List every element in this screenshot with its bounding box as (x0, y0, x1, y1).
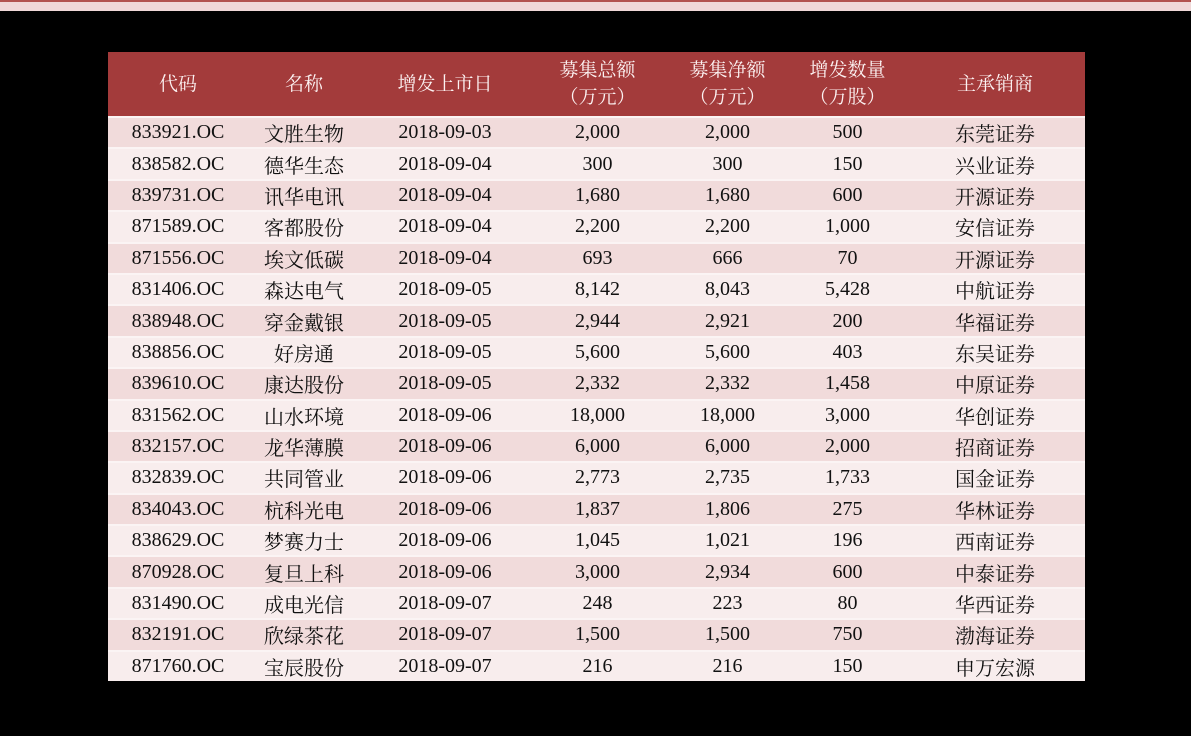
cell-total-raised: 18,000 (570, 403, 625, 426)
cell-code: 834043.OC (131, 497, 225, 520)
table-row (108, 179, 1085, 210)
cell-code: 831562.OC (131, 403, 225, 426)
cell-listing-date: 2018-09-06 (398, 435, 492, 458)
table-body (108, 116, 1085, 681)
cell-code: 831490.OC (131, 592, 225, 615)
cell-name: 杭科光电 (264, 500, 344, 523)
cell-net-raised: 1,021 (705, 529, 750, 552)
cell-name: 森达电气 (264, 281, 344, 304)
cell-total-raised: 2,332 (575, 372, 620, 395)
cell-lead-underwriter: 中原证券 (955, 375, 1035, 398)
column-header-label: 增发数量 (809, 60, 886, 81)
table-row (108, 524, 1085, 555)
cell-total-raised: 248 (582, 592, 613, 615)
cell-listing-date: 2018-09-04 (398, 183, 492, 206)
cell-total-raised: 1,500 (575, 623, 620, 646)
table-row (108, 336, 1085, 367)
cell-listing-date: 2018-09-05 (398, 278, 492, 301)
cell-lead-underwriter: 东莞证券 (955, 124, 1035, 147)
cell-issue-quantity: 150 (832, 152, 863, 175)
column-header-label: 名称 (284, 73, 323, 95)
cell-total-raised: 693 (582, 246, 613, 269)
table-row (108, 116, 1085, 147)
cell-lead-underwriter: 兴业证券 (955, 155, 1035, 178)
cell-lead-underwriter: 华西证券 (955, 595, 1035, 618)
cell-issue-quantity: 5,428 (825, 278, 870, 301)
cell-net-raised: 2,735 (705, 466, 750, 489)
cell-total-raised: 3,000 (575, 560, 620, 583)
cell-lead-underwriter: 中航证券 (955, 281, 1035, 304)
cell-name: 复旦上科 (264, 563, 344, 586)
cell-lead-underwriter: 安信证券 (955, 218, 1035, 241)
cell-net-raised: 2,000 (705, 121, 750, 144)
table-row (108, 242, 1085, 273)
cell-total-raised: 1,045 (575, 529, 620, 552)
cell-name: 山水环境 (264, 406, 344, 429)
cell-issue-quantity: 275 (832, 497, 863, 520)
cell-issue-quantity: 80 (837, 592, 858, 615)
cell-listing-date: 2018-09-06 (398, 403, 492, 426)
cell-listing-date: 2018-09-06 (398, 560, 492, 583)
cell-net-raised: 1,500 (705, 623, 750, 646)
cell-issue-quantity: 70 (837, 246, 858, 269)
cell-name: 龙华薄膜 (264, 438, 344, 461)
table-row (108, 555, 1085, 586)
cell-listing-date: 2018-09-04 (398, 246, 492, 269)
cell-total-raised: 1,837 (575, 497, 620, 520)
cell-net-raised: 2,200 (705, 215, 750, 238)
cell-name: 客都股份 (264, 218, 344, 241)
cell-listing-date: 2018-09-03 (398, 121, 492, 144)
cell-name: 梦赛力士 (264, 532, 344, 555)
column-header-unit: （万元） (559, 87, 636, 108)
cell-name: 共同管业 (264, 469, 344, 492)
column-header-name (248, 52, 360, 116)
cell-name: 讯华电讯 (264, 186, 344, 209)
cell-code: 871589.OC (131, 215, 225, 238)
cell-total-raised: 6,000 (575, 435, 620, 458)
cell-code: 831406.OC (131, 278, 225, 301)
cell-name: 康达股份 (264, 375, 344, 398)
table-row (108, 650, 1085, 681)
column-header-label: 代码 (158, 73, 197, 95)
cell-net-raised: 18,000 (700, 403, 755, 426)
cell-issue-quantity: 600 (832, 560, 863, 583)
table-row (108, 304, 1085, 335)
cell-issue-quantity: 600 (832, 183, 863, 206)
cell-issue-quantity: 150 (832, 654, 863, 677)
cell-issue-quantity: 2,000 (825, 435, 870, 458)
table-row (108, 210, 1085, 241)
cell-lead-underwriter: 华福证券 (955, 312, 1035, 335)
cell-issue-quantity: 1,458 (825, 372, 870, 395)
column-header-label: 募集总额 (559, 60, 636, 81)
cell-lead-underwriter: 华林证券 (955, 500, 1035, 523)
column-header-label: 增发上市日 (397, 73, 493, 95)
cell-code: 870928.OC (131, 560, 225, 583)
cell-code: 832157.OC (131, 435, 225, 458)
cell-lead-underwriter: 开源证券 (955, 186, 1035, 209)
column-header-total-raised (530, 52, 665, 116)
table-header-row (108, 52, 1085, 116)
column-header-issue-quantity (790, 52, 905, 116)
cell-name: 好房通 (274, 343, 334, 366)
cell-code: 832839.OC (131, 466, 225, 489)
cell-listing-date: 2018-09-05 (398, 309, 492, 332)
cell-issue-quantity: 1,733 (825, 466, 870, 489)
cell-issue-quantity: 196 (832, 529, 863, 552)
cell-listing-date: 2018-09-06 (398, 466, 492, 489)
cell-name: 埃文低碳 (264, 249, 344, 272)
cell-code: 833921.OC (131, 121, 225, 144)
cell-total-raised: 5,600 (575, 340, 620, 363)
cell-name: 成电光信 (264, 595, 344, 618)
cell-listing-date: 2018-09-06 (398, 497, 492, 520)
cell-total-raised: 216 (582, 654, 613, 677)
cell-lead-underwriter: 渤海证券 (955, 626, 1035, 649)
cell-net-raised: 1,680 (705, 183, 750, 206)
cell-net-raised: 666 (712, 246, 743, 269)
column-header-label: 募集净额 (689, 60, 766, 81)
column-header-net-raised (665, 52, 790, 116)
table-row (108, 618, 1085, 649)
cell-name: 穿金戴银 (264, 312, 344, 335)
cell-listing-date: 2018-09-06 (398, 529, 492, 552)
cell-issue-quantity: 200 (832, 309, 863, 332)
cell-code: 839731.OC (131, 183, 225, 206)
cell-listing-date: 2018-09-05 (398, 340, 492, 363)
cell-code: 832191.OC (131, 623, 225, 646)
cell-total-raised: 8,142 (575, 278, 620, 301)
cell-listing-date: 2018-09-07 (398, 623, 492, 646)
table-row (108, 430, 1085, 461)
top-accent-band (0, 2, 1191, 11)
cell-code: 838629.OC (131, 529, 225, 552)
cell-code: 838582.OC (131, 152, 225, 175)
cell-listing-date: 2018-09-07 (398, 654, 492, 677)
cell-lead-underwriter: 西南证券 (955, 532, 1035, 555)
cell-net-raised: 2,934 (705, 560, 750, 583)
cell-name: 文胜生物 (264, 124, 344, 147)
cell-issue-quantity: 750 (832, 623, 863, 646)
cell-total-raised: 1,680 (575, 183, 620, 206)
table-row (108, 367, 1085, 398)
cell-name: 欣绿茶花 (264, 626, 344, 649)
table-row (108, 399, 1085, 430)
cell-lead-underwriter: 东吴证券 (955, 343, 1035, 366)
column-header-unit: （万元） (689, 87, 766, 108)
table-row (108, 587, 1085, 618)
column-header-listing-date (360, 52, 530, 116)
cell-net-raised: 2,921 (705, 309, 750, 332)
cell-lead-underwriter: 开源证券 (955, 249, 1035, 272)
cell-lead-underwriter: 国金证券 (955, 469, 1035, 492)
cell-issue-quantity: 3,000 (825, 403, 870, 426)
cell-listing-date: 2018-09-05 (398, 372, 492, 395)
cell-name: 德华生态 (264, 155, 344, 178)
cell-total-raised: 2,773 (575, 466, 620, 489)
table-row (108, 493, 1085, 524)
cell-code: 838948.OC (131, 309, 225, 332)
cell-net-raised: 1,806 (705, 497, 750, 520)
table-row (108, 273, 1085, 304)
column-header-code (108, 52, 248, 116)
cell-issue-quantity: 403 (832, 340, 863, 363)
cell-issue-quantity: 1,000 (825, 215, 870, 238)
cell-listing-date: 2018-09-04 (398, 215, 492, 238)
cell-listing-date: 2018-09-04 (398, 152, 492, 175)
column-header-lead-underwriter (905, 52, 1085, 116)
cell-code: 871556.OC (131, 246, 225, 269)
cell-net-raised: 216 (712, 654, 743, 677)
cell-net-raised: 223 (712, 592, 743, 615)
cell-net-raised: 300 (712, 152, 743, 175)
cell-code: 839610.OC (131, 372, 225, 395)
column-header-unit: （万股） (809, 87, 886, 108)
cell-total-raised: 2,000 (575, 121, 620, 144)
table-row (108, 147, 1085, 178)
cell-listing-date: 2018-09-07 (398, 592, 492, 615)
issuance-data-table (108, 52, 1085, 681)
cell-lead-underwriter: 华创证券 (955, 406, 1035, 429)
cell-code: 838856.OC (131, 340, 225, 363)
cell-net-raised: 5,600 (705, 340, 750, 363)
cell-total-raised: 300 (582, 152, 613, 175)
column-header-label: 主承销商 (956, 73, 1033, 95)
cell-lead-underwriter: 招商证券 (955, 438, 1035, 461)
cell-issue-quantity: 500 (832, 121, 863, 144)
cell-total-raised: 2,200 (575, 215, 620, 238)
cell-net-raised: 2,332 (705, 372, 750, 395)
cell-lead-underwriter: 中泰证券 (955, 563, 1035, 586)
cell-code: 871760.OC (131, 654, 225, 677)
cell-total-raised: 2,944 (575, 309, 620, 332)
table-row (108, 461, 1085, 492)
cell-net-raised: 6,000 (705, 435, 750, 458)
cell-name: 宝辰股份 (264, 657, 344, 680)
cell-net-raised: 8,043 (705, 278, 750, 301)
cell-lead-underwriter: 申万宏源 (955, 657, 1035, 680)
